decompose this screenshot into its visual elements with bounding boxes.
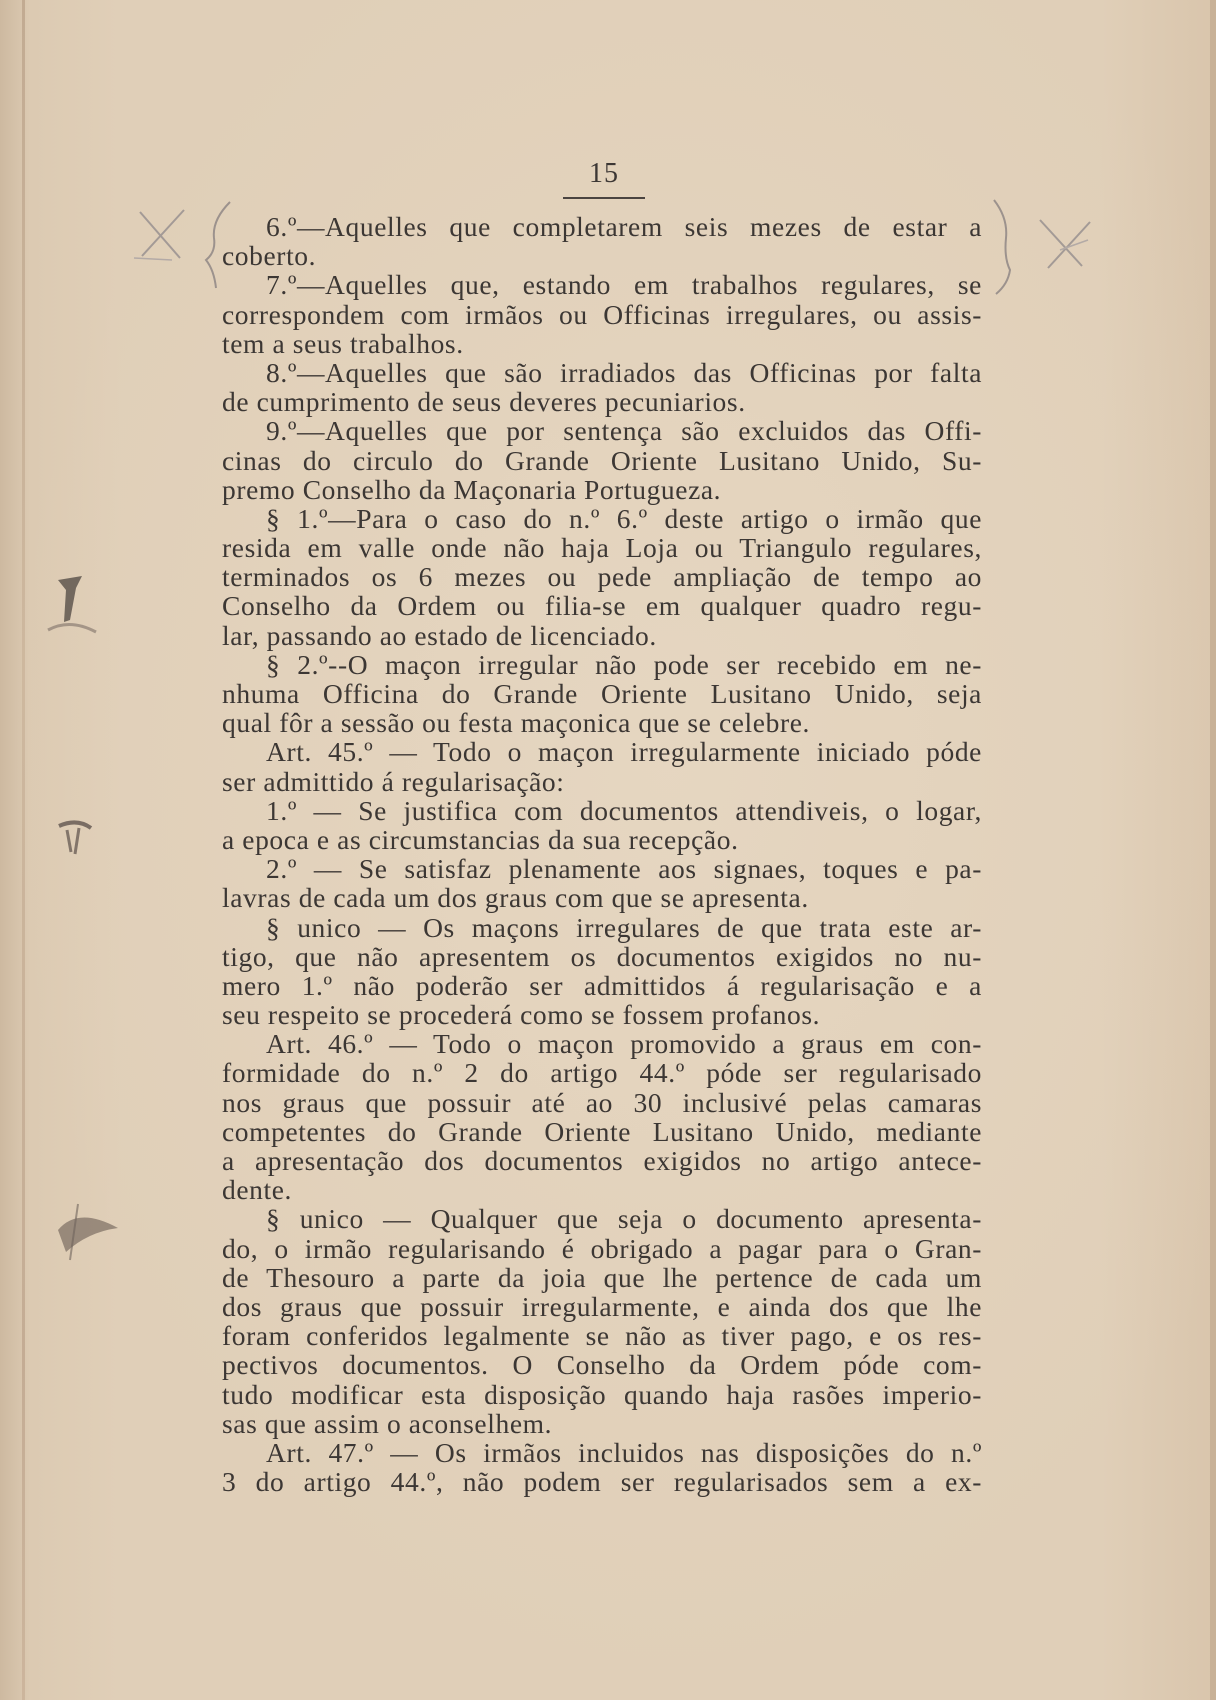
text-line: correspondem com irmãos ou Officinas irregulares, ou assis-: [222, 298, 982, 330]
text-line: tem a seus trabalhos.: [222, 327, 464, 359]
text-line: 1.º — Se justifica com documentos attendiveis, o logar,: [266, 794, 982, 826]
text-line: lar, passando ao estado de licenciado.: [222, 619, 657, 651]
text-line: § 1.º—Para o caso do n.º 6.º deste artigo o irmão que: [266, 502, 982, 534]
text-line: resida em valle onde não haja Loja ou Triangulo regulares,: [222, 532, 982, 564]
text-line: pectivos documentos. O Conselho da Ordem póde com-: [222, 1349, 982, 1381]
text-line: a epoca e as circumstancias da sua recepção.: [222, 823, 739, 855]
text-line: Art. 45.º — Todo o maçon irregularmente iniciado póde: [266, 736, 982, 768]
text-line: premo Conselho da Maçonaria Portugueza.: [222, 473, 722, 505]
margin-stain-2: [45, 800, 115, 870]
text-line: 3 do artigo 44.º, não podem ser regularisados sem a ex-: [222, 1466, 982, 1498]
text-line: de cumprimento de seus deveres pecuniarios.: [222, 386, 746, 418]
text-line: Art. 46.º — Todo o maçon promovido a graus em con-: [266, 1028, 982, 1060]
margin-stain-3: [48, 1190, 128, 1270]
text-line: Art. 47.º — Os irmãos incluidos nas disposições do n.º: [266, 1436, 982, 1468]
text-line: 6.º—Aquelles que completarem seis mezes de estar a: [266, 211, 982, 242]
text-line: § unico — Qualquer que seja o documento apresenta-: [266, 1203, 982, 1235]
pencil-x-mark-right: [1030, 210, 1100, 280]
page-binding-edge: [22, 0, 25, 1700]
text-line: lavras de cada um dos graus com que se apresenta.: [222, 882, 809, 914]
page-number: 15: [589, 158, 619, 189]
text-line: 8.º—Aquelles que são irradiados das Officinas por falta: [266, 356, 982, 388]
text-line: § unico — Os maçons irregulares de que trata este ar-: [266, 911, 982, 943]
text-line: formidade do n.º 2 do artigo 44.º póde ser regularisado: [222, 1057, 982, 1089]
text-line: nos graus que possuir até ao 30 inclusivé pelas camaras: [222, 1086, 982, 1118]
text-line: do, o irmão regularisando é obrigado a pagar para o Gran-: [222, 1232, 982, 1264]
page-right-edge: [1210, 0, 1216, 1700]
text-line: qual fôr a sessão ou festa maçonica que se celebre.: [222, 707, 810, 739]
text-line: ser admittido á regularisação:: [222, 765, 565, 797]
text-line: cinas do circulo do Grande Oriente Lusitano Unido, Su-: [222, 444, 982, 476]
pencil-x-mark-left: [132, 200, 202, 270]
text-line: seu respeito se procederá como se fossem profanos.: [222, 999, 821, 1031]
text-line: 9.º—Aquelles que por sentença são excluidos das Offi-: [266, 415, 982, 447]
text-line: terminados os 6 mezes ou pede ampliação de tempo ao: [222, 561, 982, 593]
text-line: competentes do Grande Oriente Lusitano Unido, mediante: [222, 1115, 982, 1147]
text-line: a apresentação dos documentos exigidos no artigo antece-: [222, 1145, 982, 1176]
pencil-bracket-right: [988, 198, 1028, 298]
text-line: foram conferidos legalmente se não as tiver pago, e os res-: [222, 1320, 982, 1352]
margin-stain-1: [40, 570, 110, 640]
text-line: nhuma Officina do Grande Oriente Lusitano Unido, seja: [222, 678, 982, 709]
text-line: mero 1.º não poderão ser admittidos á regularisação e a: [222, 969, 982, 1001]
text-line: dos graus que possuir irregularmente, e ainda dos que lhe: [222, 1290, 982, 1322]
text-line: 7.º—Aquelles que, estando em trabalhos regulares, se: [266, 269, 982, 301]
text-line: tudo modificar esta disposição quando haja rasões imperio-: [222, 1378, 982, 1410]
text-line: Conselho da Ordem ou filia-se em qualquer quadro regu-: [222, 590, 982, 622]
text-line: dente.: [222, 1174, 293, 1206]
text-line: sas que assim o aconselhem.: [222, 1407, 553, 1439]
text-line: § 2.º--O maçon irregular não pode ser recebido em ne-: [266, 648, 982, 680]
body-text: [222, 212, 982, 1496]
text-line: coberto.: [222, 240, 317, 272]
text-line: tigo, que não apresentem os documentos exigidos no nu-: [222, 940, 982, 972]
text-line: de Thesouro a parte da joia que lhe pertence de cada um: [222, 1261, 982, 1293]
text-line: 2.º — Se satisfaz plenamente aos signaes, toques e pa-: [266, 853, 982, 885]
page-number-rule: [563, 197, 645, 199]
